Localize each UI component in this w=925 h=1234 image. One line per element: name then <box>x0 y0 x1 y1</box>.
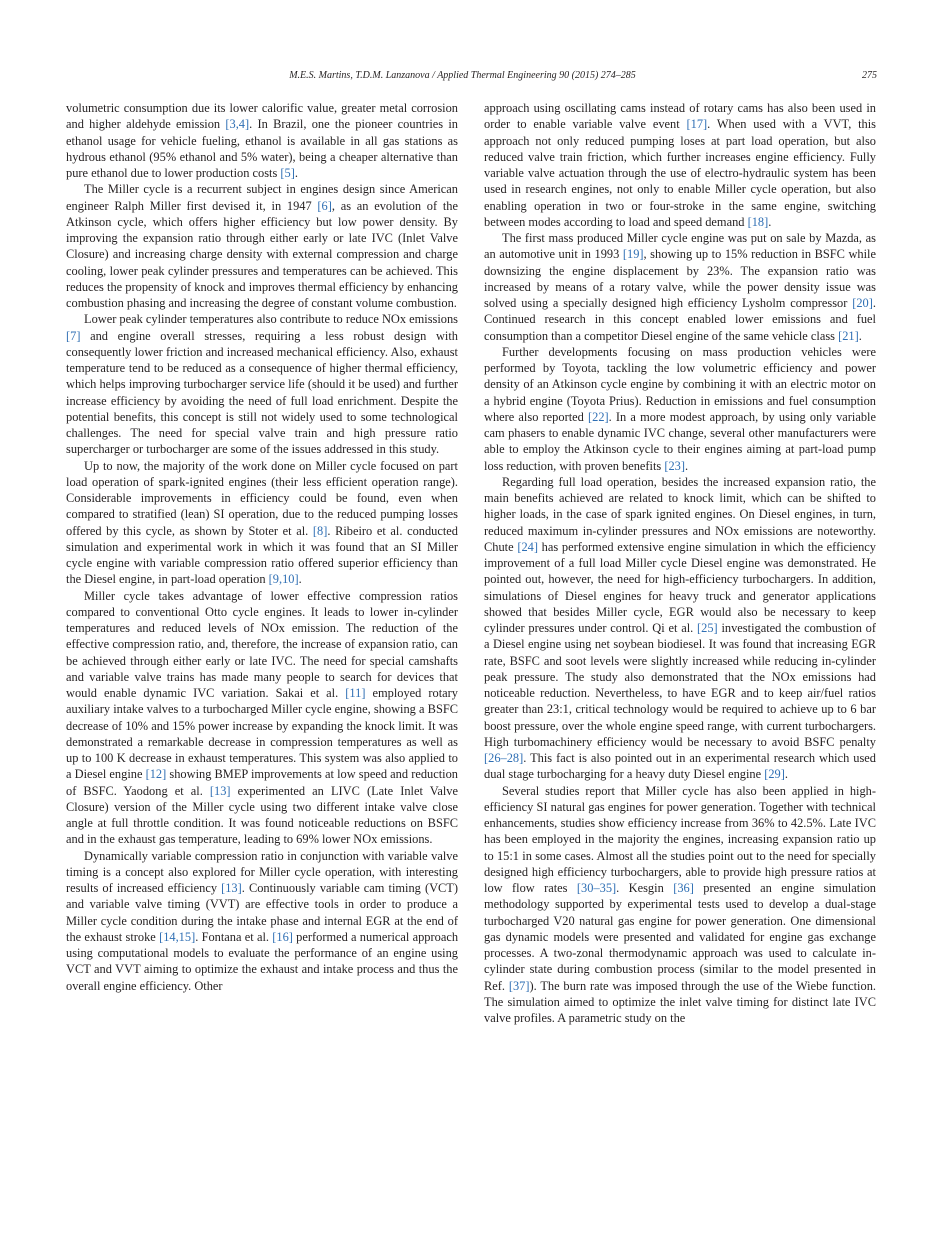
citation-link[interactable]: [36] <box>673 881 694 895</box>
citation-link[interactable]: [6] <box>317 198 332 213</box>
citation-link[interactable]: [26–28] <box>484 751 524 765</box>
citation-link[interactable]: [11] <box>345 686 366 700</box>
citation-link[interactable]: [30–35] <box>576 881 617 895</box>
paragraph: Up to now, the majority of the work done on Miller cycle focused on part load operation of spark-ignited engines (their less efficient operation range). Considerable improvements in efficiency could be found, even when compared to stratified (lean) SI operation, due to the reduced pumping losses offered by this cycle, as shown by Stoter et al. [8]. Ribeiro et al. conducted simulation and experimental work in which it was found that an SI Miller cycle engine with variable compression ratio offered superior efficiency than the Diesel engine, in part-load operation [9,10]. <box>66 458 458 587</box>
paragraph: Miller cycle takes advantage of lower effective compression ratios compared to conventional Otto cycle engines. It leads to lower in-cylinder temperatures and reduced levels of NOx emission. The reduction of the effective compression ratio, and, therefore, the increase of expansion ratio, can be achieved through either early or late IVC. The need for special camshafts and variable valve trains has made many people to search for devices that would enable dynamic IVC variation. Sakai et al. [11] employed rotary auxiliary intake valves to a turbocharged Miller cycle engine, showing a BSFC decrease of 10% and 15% power increase by expanding the knock limit. It was demonstrated a remarkable decrease in compression temperatures as well as up to 100 K decrease in exhaust temperatures. This system was also applied to a Diesel engine [12] showing BMEP improvements at low speed and reduction of BSFC. Yaodong et al. [13] experimented an LIVC (Late Inlet Valve Closure) version of the Miller cycle using two different intake valve close angle at full throttle condition. It was found noticeable reductions on BSFC and in the exhaust gas temperature, leading to 69% lower NOx emissions. <box>66 588 458 847</box>
paragraph: Regarding full load operation, besides the increased expansion ratio, the main benefits achieved are related to knock limit, which can be shifted to higher loads, in the case of spark ignited engines. On Diesel engines, in turn, reduced maximum in-cylinder pressures and NOx emissions are noteworthy. Chute [24] has performed extensive engine simulation in which the efficiency improvement of a full load Miller cycle Diesel engine was demonstrated. He pointed out, however, the need for high-efficiency turbochargers. In addition, simulations of Diesel engines for heavy truck and generator applications showed that besides Miller cycle, EGR would also be necessary to keep cylinder pressures under control. Qi et al. [25] investigated the combustion of a Diesel engine using net soybean biodiesel. It was found that increasing EGR rate, BSFC and soot levels were slightly increased while reducing in-cylinder peak pressure. The study also demonstrated that the NOx emissions had noticeable reduction. Nevertheless, to have EGR and to keep air/fuel ratios greater than 23:1, critical technology would be required to achieve up to 6 bar boost pressure, over the whole engine speed range, with current turbochargers. High turbomachinery efficiency would be necessary to avoid BSFC penalty [26–28]. This fact is also pointed out in an experimental research which used dual stage turbocharging for a heavy duty Diesel engine [29]. <box>484 474 877 782</box>
citation-link[interactable]: [20] <box>852 296 873 310</box>
page-number: 275 <box>862 70 877 81</box>
citation-link[interactable]: [23] <box>664 458 685 473</box>
citation-link[interactable]: [18] <box>747 214 769 229</box>
page-number-wrap <box>862 70 877 81</box>
paragraph: approach using oscillating cams instead of rotary cams has also been used in order to enable variable valve event [17]. When used with a VVT, this approach not only reduced pumping loses at part load operation, but also reduced valve train friction, which further increases engine efficiency. Fully variable valve actuation through the use of electro-hydraulic system has been used in research engines, not only to enable Miller cycle operation, but also enabling operation in two or four-stroke in the same engine, switching between modes according to load and speed demand [18]. <box>484 101 876 229</box>
left-column <box>66 100 458 994</box>
paragraph: Lower peak cylinder temperatures also contribute to reduce NOx emissions [7] and engine overall stresses, requiring a less robust design with consequently lower friction and increased mechanical efficiency. Also, exhaust temperature tend to be reduced as a consequence of higher thermal efficiency, which helps improving turbocharger service life (should it be used) and further increase efficiency by avoiding the need of full load enrichment. Despite the potential benefits, this concept is still not widely used to some technological challenges. The need for special valve train and high pressure ratio supercharger or turbocharger are some of the issues addressed in this study. <box>66 312 459 457</box>
citation-link[interactable]: [9,10] <box>268 572 299 587</box>
citation-link[interactable]: [29] <box>764 767 785 782</box>
citation-link[interactable]: [17] <box>686 117 708 132</box>
citation-link[interactable]: [3,4] <box>225 117 250 132</box>
paragraph: volumetric consumption due its lower calorific value, greater metal corrosion and higher aldehyde emission [3,4]. In Brazil, one the pioneer countries in ethanol usage for vehicle fueling, ethanol is available in all gas stations as hydrous ethanol (95% ethanol and 5% water), being a cheaper alternative than pure ethanol due to lower production costs [5]. <box>66 101 458 180</box>
right-column <box>484 100 876 1026</box>
citation-link[interactable]: [22] <box>588 409 609 424</box>
paragraph: Several studies report that Miller cycle has also been applied in high-efficiency SI natural gas engines for power generation. Together with technical enhancements, studies show efficiency increase from 36% to 42.5%. Late IVC has been employed in the majority the engines, increasing expansion ratio up to 15:1 in some cases. Almost all the studies point out to the need for specially designed high efficiency turbochargers, able to provide high pressure ratios at low flow rates [30–35]. Kesgin [36] presented an engine simulation methodology supported by experimental tests used to develop a dual-stage turbocharged V20 natural gas engine for power generation. One dimensional gas dynamic models were presented and validated for engine gas exchange processes. A two-zonal thermodynamic approach was used to calculate in-cylinder state during combustion process (similar to the model presented in Ref. [37]). The burn rate was imposed through the use of the Wiebe function. The simulation aimed to optimize the inlet valve timing for distinct late IVC valve profiles. A parametric study on the <box>484 783 876 1025</box>
paragraph: The Miller cycle is a recurrent subject in engines design since American engineer Ralph Miller first devised it, in 1947 [6], as an evolution of the Atkinson cycle, which offers higher efficiency but low power density. By improving the expansion ratio through either early or late IVC (Inlet Valve Closure) and increasing charge density with external compression and charge cooling, lower peak cylinder pressures and temperatures can be achieved. This reduces the propensity of knock and improves thermal efficiency by enhancing combustion phasing and increasing the degree of constant volume combustion. <box>66 182 458 310</box>
paragraph: The first mass produced Miller cycle engine was put on sale by Mazda, as an automotive unit in 1993 [19], showing up to 15% reduction in BSFC while downsizing the engine displacement by 23%. The expansion ratio was increased by means of a rotary valve, while the power density issue was solved using a specially designed high efficiency Lysholm compressor [20]. Continued research in this concept enabled lower emissions and fuel consumption than a competitor Diesel engine of the same vehicle class [21]. <box>484 231 876 343</box>
citation-link[interactable]: [12] <box>145 767 167 782</box>
citation-link[interactable]: [14,15] <box>159 929 196 944</box>
running-head-text: M.E.S. Martins, T.D.M. Lanzanova / Applied Thermal Engineering 90 (2015) 274–285 <box>289 70 636 81</box>
citation-link[interactable]: [5] <box>280 166 295 180</box>
citation-link[interactable]: [24] <box>517 539 538 554</box>
citation-link[interactable]: [19] <box>622 247 644 262</box>
citation-link[interactable]: [13] <box>209 783 231 798</box>
citation-link[interactable]: [8] <box>312 523 328 538</box>
citation-link[interactable]: [37] <box>508 978 530 993</box>
citation-link[interactable]: [7] <box>66 328 81 343</box>
citation-link[interactable]: [21] <box>838 328 859 343</box>
citation-link[interactable]: [16] <box>272 929 293 944</box>
paragraph: Further developments focusing on mass production vehicles were performed by Toyota, tackling the low volumetric efficiency and power density of an Atkinson cycle engine by combining it with an electric motor on a hybrid engine (Toyota Prius). Reduction in emissions and fuel consumption where also reported [22]. In a more modest approach, by using only variable cam phasers to enable dynamic IVC change, several other manufacturers were able to employ the Atkinson cycle to their engines aiming at part-load pump loss reduction, with proven benefits [23]. <box>484 344 876 473</box>
citation-link[interactable]: [25] <box>697 621 718 635</box>
running-head <box>0 70 925 81</box>
paragraph: Dynamically variable compression ratio in conjunction with variable valve timing is a concept also explored for Miller cycle operation, with interesting results of increased efficiency [13]. Continuously variable cam timing (VCT) and variable valve timing (VVT) are effective tools in order to produce a Miller cycle condition during the intake phase and internal EGR at the end of the exhaust stroke [14,15]. Fontana et al. [16] performed a numerical approach using computational models to evaluate the performance of an engine using VCT and VVT aiming to optimize the exhaust and intake process and thus the overall engine efficiency. Other <box>66 848 459 993</box>
citation-link[interactable]: [13] <box>221 881 242 895</box>
